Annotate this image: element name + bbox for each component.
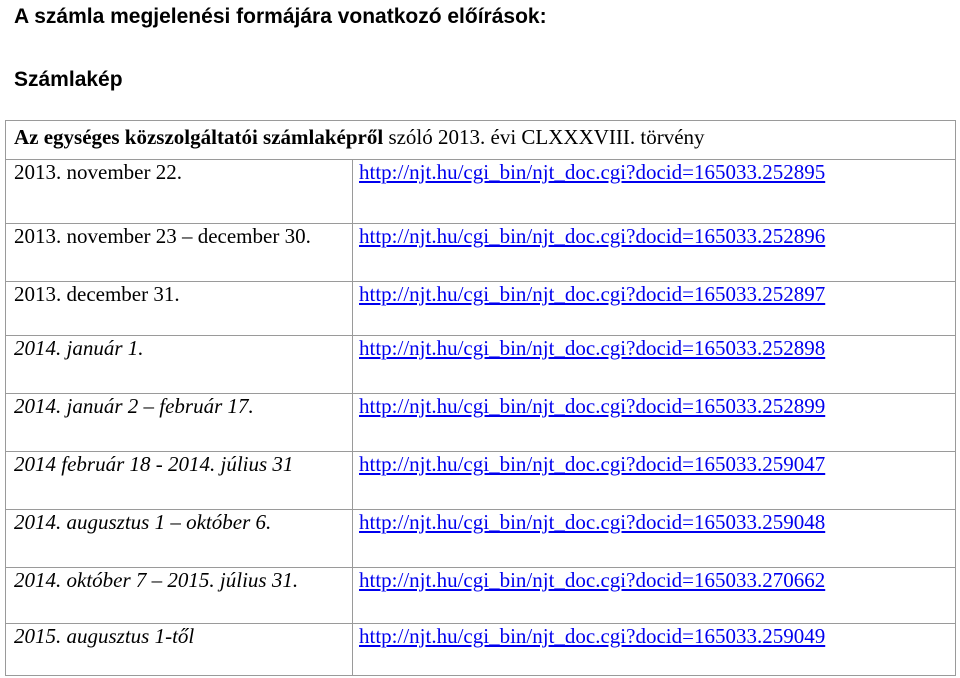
njt-link[interactable]: http://njt.hu/cgi_bin/njt_doc.cgi?docid=165033.259049 bbox=[359, 624, 826, 648]
njt-link[interactable]: http://njt.hu/cgi_bin/njt_doc.cgi?docid=165033.252898 bbox=[359, 336, 826, 360]
date-cell: 2014. január 2 – február 17. bbox=[6, 394, 353, 452]
date-cell: 2014. január 1. bbox=[6, 336, 353, 394]
law-reference-row bbox=[6, 121, 956, 160]
link-cell bbox=[353, 624, 956, 676]
table-row bbox=[6, 394, 956, 452]
document-heading: A számla megjelenési formájára vonatkozó előírások: bbox=[14, 5, 547, 28]
date-cell: 2014. október 7 – 2015. július 31. bbox=[6, 568, 353, 624]
njt-link[interactable]: http://njt.hu/cgi_bin/njt_doc.cgi?docid=165033.252899 bbox=[359, 394, 826, 418]
njt-link[interactable]: http://njt.hu/cgi_bin/njt_doc.cgi?docid=165033.259047 bbox=[359, 452, 826, 476]
table-row bbox=[6, 160, 956, 224]
njt-link[interactable]: http://njt.hu/cgi_bin/njt_doc.cgi?docid=165033.252896 bbox=[359, 224, 826, 248]
date-cell: 2013. november 22. bbox=[6, 160, 353, 224]
link-cell bbox=[353, 568, 956, 624]
njt-link[interactable]: http://njt.hu/cgi_bin/njt_doc.cgi?docid=165033.252895 bbox=[359, 160, 826, 184]
date-cell: 2013. december 31. bbox=[6, 282, 353, 336]
date-cell: 2014. augusztus 1 – október 6. bbox=[6, 510, 353, 568]
njt-link[interactable]: http://njt.hu/cgi_bin/njt_doc.cgi?docid=165033.259048 bbox=[359, 510, 826, 534]
njt-link[interactable]: http://njt.hu/cgi_bin/njt_doc.cgi?docid=165033.270662 bbox=[359, 568, 826, 592]
law-reference-rest: szóló 2013. évi CLXXXVIII. törvény bbox=[383, 125, 705, 149]
link-cell bbox=[353, 394, 956, 452]
link-cell bbox=[353, 452, 956, 510]
table-row bbox=[6, 624, 956, 676]
table-row bbox=[6, 336, 956, 394]
table-row bbox=[6, 510, 956, 568]
invoice-schedule-table bbox=[5, 120, 956, 676]
date-cell: 2014 február 18 - 2014. július 31 bbox=[6, 452, 353, 510]
link-cell bbox=[353, 282, 956, 336]
law-reference-title: Az egységes közszolgáltatói számlaképről bbox=[14, 125, 384, 149]
table-row bbox=[6, 452, 956, 510]
table-row bbox=[6, 282, 956, 336]
table-row bbox=[6, 568, 956, 624]
law-reference bbox=[6, 121, 956, 160]
table-row bbox=[6, 224, 956, 282]
njt-link[interactable]: http://njt.hu/cgi_bin/njt_doc.cgi?docid=165033.252897 bbox=[359, 282, 826, 306]
section-title: Számlakép bbox=[14, 68, 123, 91]
link-cell bbox=[353, 510, 956, 568]
date-cell: 2015. augusztus 1-től bbox=[6, 624, 353, 676]
link-cell bbox=[353, 224, 956, 282]
link-cell bbox=[353, 336, 956, 394]
date-cell: 2013. november 23 – december 30. bbox=[6, 224, 353, 282]
link-cell bbox=[353, 160, 956, 224]
